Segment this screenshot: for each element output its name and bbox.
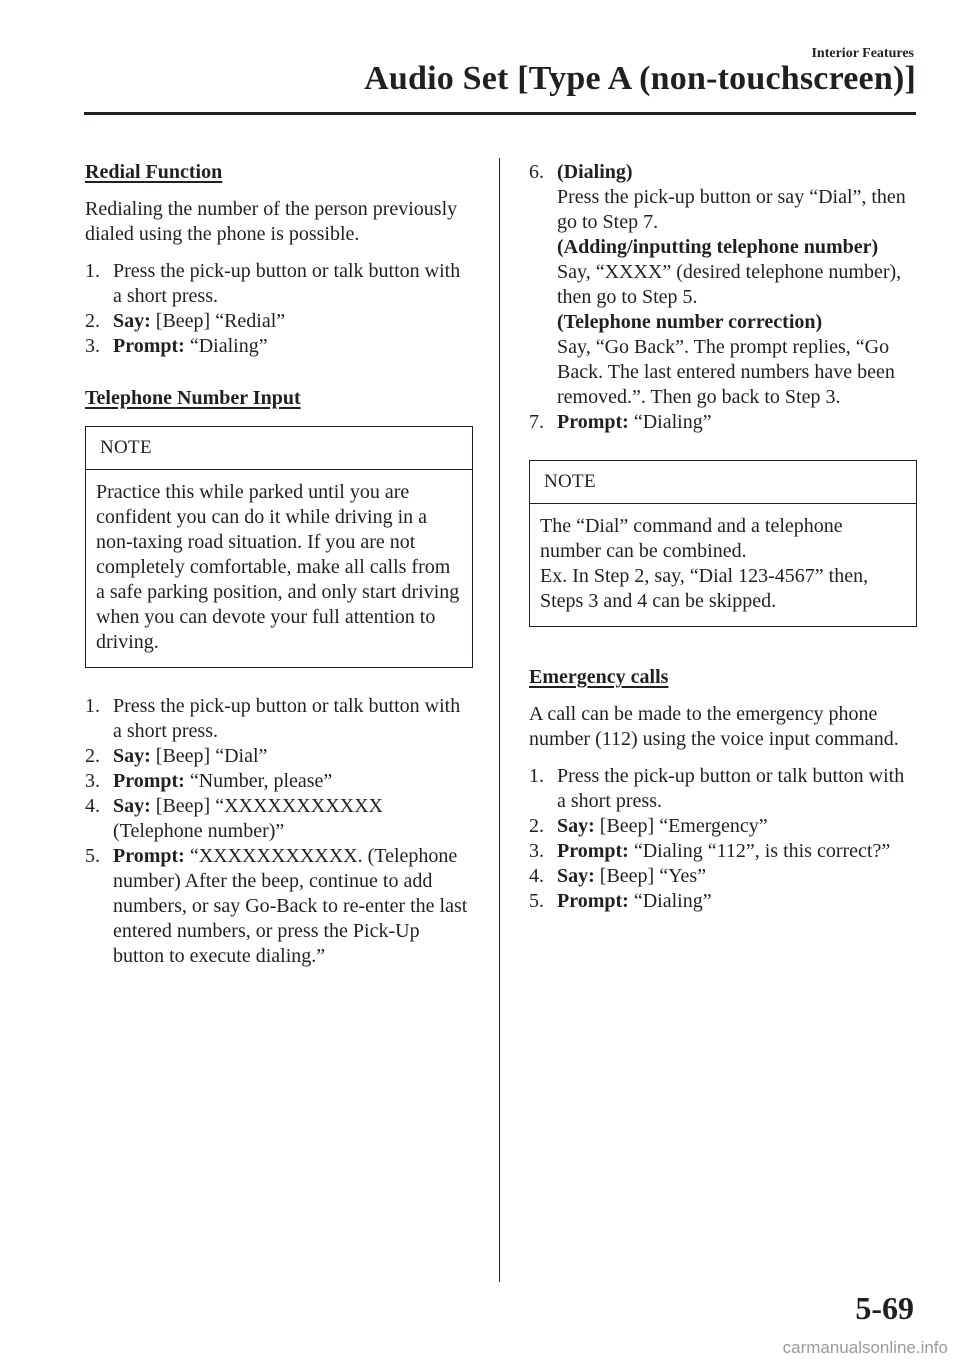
- note-text: [530, 504, 916, 626]
- step-label: Prompt:: [113, 845, 185, 867]
- left-column: [85, 160, 473, 969]
- dialing-text: Press the pick-up button or say “Dial”, then go to Step 7.: [557, 186, 906, 233]
- step-text: “XXXXXXXXXXX. (Telephone number) After the beep, continue to add numbers, or say Go-Back to re-enter the last entered numbers, or press the Pick-Up button to execute dialing.”: [113, 845, 468, 967]
- step-label: Say:: [557, 815, 595, 837]
- step-number: 1.: [85, 695, 100, 717]
- step-label: Prompt:: [557, 411, 629, 433]
- emergency-steps: [529, 764, 917, 914]
- list-item: [85, 744, 473, 769]
- step-label: Prompt:: [557, 890, 629, 912]
- list-item: [85, 794, 473, 844]
- emergency-heading: Emergency calls: [529, 666, 669, 688]
- note-line: The “Dial” command and a telephone number can be combined.: [540, 515, 843, 562]
- dial-command-note: [529, 460, 917, 627]
- list-item: [85, 769, 473, 794]
- page-number: 5-69: [855, 1290, 914, 1326]
- step-text: [Beep] “Dial”: [150, 745, 268, 767]
- step-label: Prompt:: [113, 335, 185, 357]
- list-item: [85, 259, 473, 309]
- step-text: Press the pick-up button or talk button with a short press.: [557, 765, 905, 812]
- list-item: [529, 410, 917, 435]
- step-label: Say:: [113, 310, 151, 332]
- step-label: Say:: [557, 865, 595, 887]
- redial-steps: [85, 259, 473, 359]
- telephone-input-steps: [85, 694, 473, 969]
- step-text: Press the pick-up button or talk button with a short press.: [113, 695, 461, 742]
- header-section-label: Interior Features: [811, 46, 914, 61]
- list-item: [529, 839, 917, 864]
- step-text: “Number, please”: [184, 770, 333, 792]
- list-item: [529, 864, 917, 889]
- note-text: Practice this while parked until you are confident you can do it while driving in a non-taxing road situation. If you are not completely comfortable, make all calls from a safe parking position, and only start driving when you can devote your full attention to driving.: [96, 481, 460, 653]
- step-number: 3.: [85, 335, 100, 357]
- step-label: Prompt:: [557, 840, 629, 862]
- step-number: 3.: [529, 840, 544, 862]
- watermark: carmanualsonline.info: [782, 1338, 948, 1357]
- correction-subtitle: (Telephone number correction): [557, 311, 823, 333]
- list-item: [529, 160, 917, 410]
- dialing-subtitle: (Dialing): [557, 161, 633, 183]
- telephone-input-heading: Telephone Number Input: [85, 387, 301, 409]
- step-number: 2.: [529, 815, 544, 837]
- step-number: 1.: [85, 260, 100, 282]
- list-item: [529, 814, 917, 839]
- step-number: 6.: [529, 161, 544, 183]
- right-column: [529, 160, 917, 914]
- step-number: 5.: [529, 890, 544, 912]
- adding-text: Say, “XXXX” (desired telephone number), then go to Step 5.: [557, 261, 902, 308]
- step-text: “Dialing”: [628, 411, 712, 433]
- column-divider: [499, 158, 500, 1282]
- step-text: “Dialing”: [184, 335, 268, 357]
- step-number: 4.: [529, 865, 544, 887]
- step-text: [Beep] “XXXXXXXXXXX (Telephone number)”: [113, 795, 383, 842]
- step-number: 4.: [85, 795, 100, 817]
- step-number: 2.: [85, 310, 100, 332]
- step-number: 5.: [85, 845, 100, 867]
- redial-intro: Redialing the number of the person previously dialed using the phone is possible.: [85, 198, 458, 245]
- step-text: “Dialing”: [628, 890, 712, 912]
- list-item: [85, 309, 473, 334]
- note-title: NOTE: [530, 461, 916, 504]
- page-title: Audio Set [Type A (non-touchscreen)]: [364, 60, 916, 97]
- step-label: Say:: [113, 745, 151, 767]
- header-rule: [84, 112, 916, 115]
- step-text: [Beep] “Yes”: [594, 865, 707, 887]
- step-text: [Beep] “Emergency”: [594, 815, 768, 837]
- list-item: [85, 844, 473, 969]
- step-number: 1.: [529, 765, 544, 787]
- step-label: Say:: [113, 795, 151, 817]
- step-number: 2.: [85, 745, 100, 767]
- step-number: 7.: [529, 411, 544, 433]
- note-line: Ex. In Step 2, say, “Dial 123-4567” then, Steps 3 and 4 can be skipped.: [540, 565, 869, 612]
- list-item: [529, 764, 917, 814]
- step-label: Prompt:: [113, 770, 185, 792]
- adding-subtitle: (Adding/inputting telephone number): [557, 236, 879, 258]
- list-item: [85, 694, 473, 744]
- list-item: [529, 889, 917, 914]
- telephone-input-steps-continued: [529, 160, 917, 435]
- emergency-intro: A call can be made to the emergency phone number (112) using the voice input command.: [529, 703, 899, 750]
- list-item: [85, 334, 473, 359]
- step-text: [Beep] “Redial”: [150, 310, 286, 332]
- correction-text: Say, “Go Back”. The prompt replies, “Go Back. The last entered numbers have been removed.”. Then go back to Step 3.: [557, 336, 895, 408]
- step-text: Press the pick-up button or talk button with a short press.: [113, 260, 461, 307]
- step-number: 3.: [85, 770, 100, 792]
- telephone-input-note: [85, 426, 473, 668]
- redial-heading: Redial Function: [85, 161, 223, 183]
- step-text: “Dialing “112”, is this correct?”: [628, 840, 891, 862]
- note-title: NOTE: [86, 427, 472, 470]
